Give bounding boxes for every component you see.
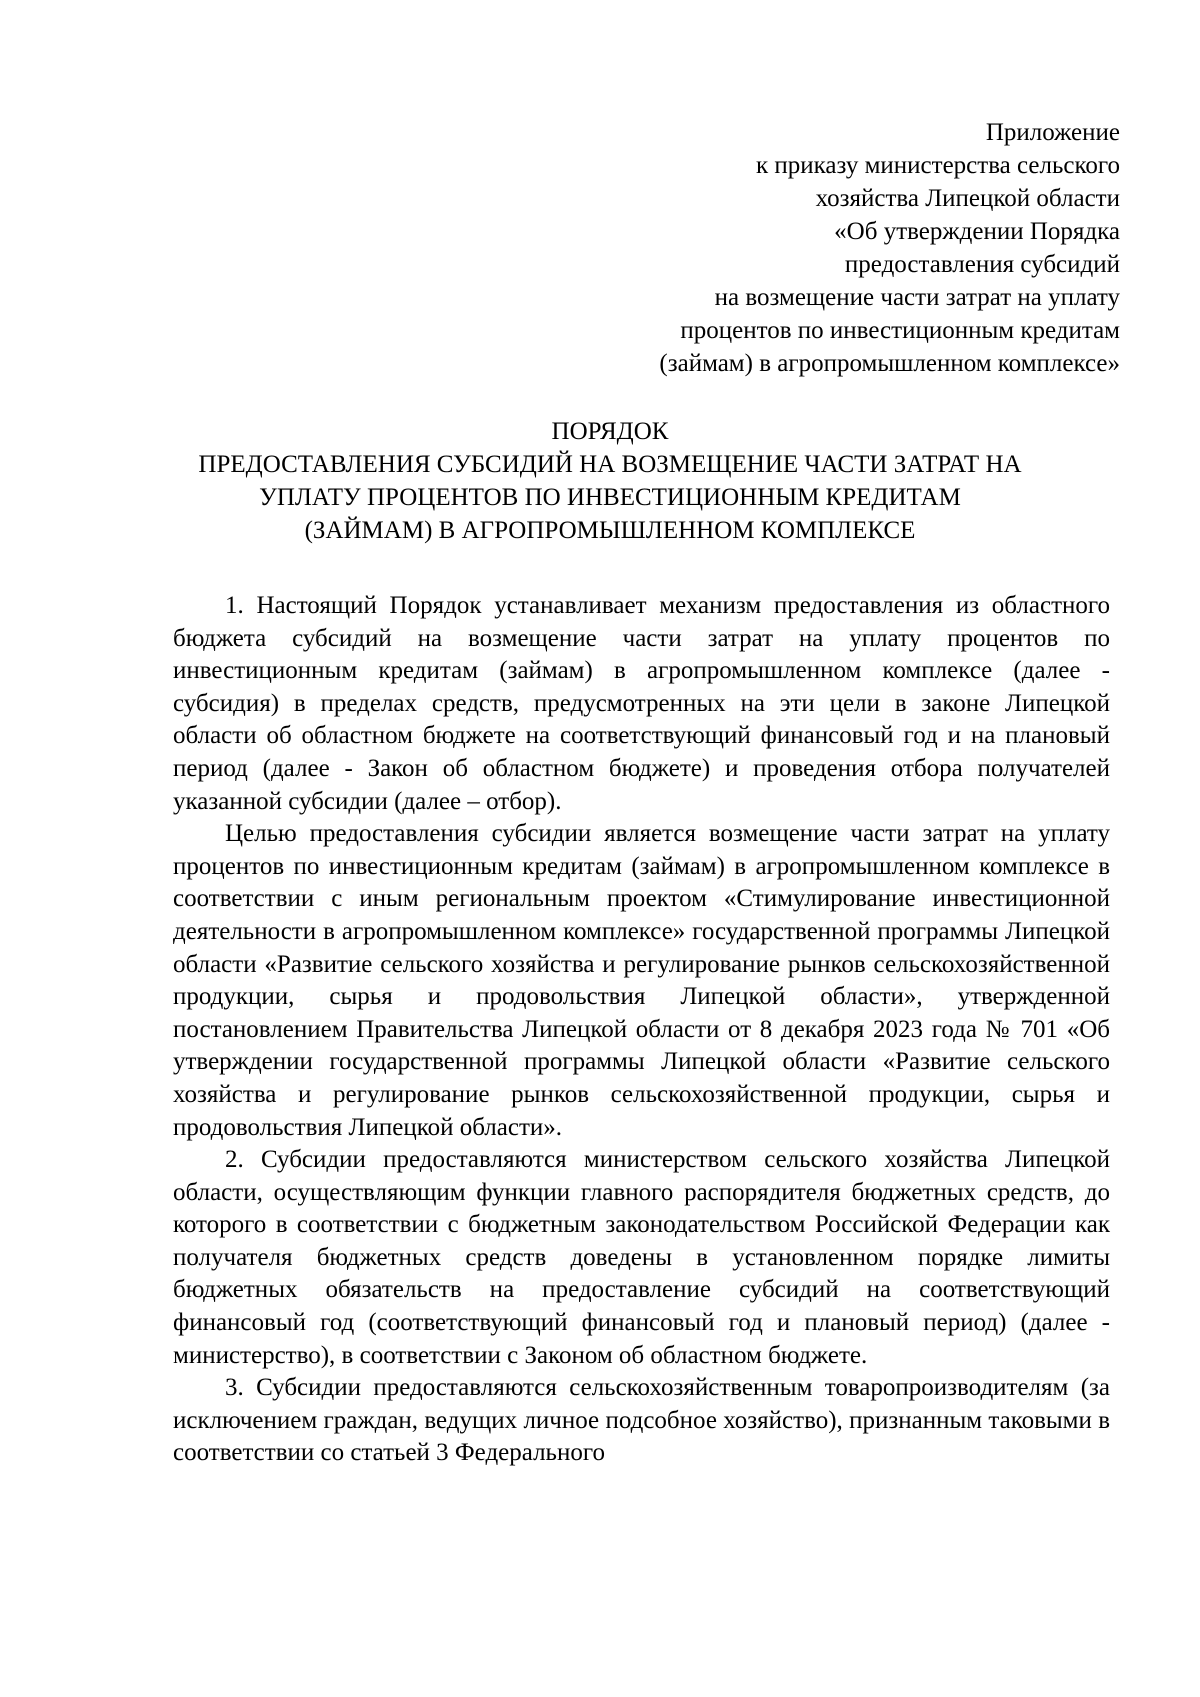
- paragraph-1: 1. Настоящий Порядок устанавливает механизм предоставления из областного бюджета субсидий на возмещение части затрат на уплату процентов по инвестиционным кредитам (займам) в агропромышленном комплексе (далее - субсидия) в пределах средств, предусмотренных на эти цели в законе Липецкой области об областном бюджете на соответствующий финансовый год и на плановый период (далее - Закон об областном бюджете) и проведения отбора получателей указанной субсидии (далее – отбор).: [173, 592, 1110, 815]
- appendix-line: Приложение: [985, 119, 1120, 146]
- appendix-header: [560, 116, 1120, 380]
- paragraph-purpose: Целью предоставления субсидии является возмещение части затрат на уплату процентов по инвестиционным кредитам (займам) в агропромышленном комплексе в соответствии с иным региональным проектом «Стимулирование инвестиционной деятельности в агропромышленном комплексе» государственной программы Липецкой области «Развитие сельского хозяйства и регулирование рынков сельскохозяйственной продукции, сырья и продовольствия Липецкой области», утвержденной постановлением Правительства Липецкой области от 8 декабря 2023 года № 701 «Об утверждении государственной программы Липецкой области «Развитие сельского хозяйства и регулирование рынков сельскохозяйственной продукции, сырья и продовольствия Липецкой области».: [173, 820, 1110, 1141]
- paragraph-2: 2. Субсидии предоставляются министерством сельского хозяйства Липецкой области, осуществляющим функции главного распорядителя бюджетных средств, до которого в соответствии с бюджетным законодательством Российской Федерации как получателя бюджетных средств доведены в установленном порядке лимиты бюджетных обязательств на предоставление субсидий на соответствующий финансовый год (соответствующий финансовый год и плановый период) (далее - министерство), в соответствии с Законом об областном бюджете.: [173, 1146, 1110, 1369]
- appendix-line: процентов по инвестиционным кредитам: [680, 317, 1120, 344]
- appendix-line: «Об утверждении Порядка: [834, 218, 1120, 245]
- title-line: ПОРЯДОК: [551, 418, 669, 445]
- appendix-line: на возмещение части затрат на уплату: [714, 284, 1120, 311]
- appendix-line: хозяйства Липецкой области: [815, 185, 1120, 212]
- appendix-line: (займам) в агропромышленном комплексе»: [659, 350, 1120, 377]
- document-title: [120, 415, 1100, 547]
- document-body: [173, 590, 1110, 1470]
- appendix-line: предоставления субсидий: [844, 251, 1120, 278]
- paragraph-3: 3. Субсидии предоставляются сельскохозяйственным товаропроизводителям (за исключением граждан, ведущих личное подсобное хозяйство), признанным таковыми в соответствии со статьей 3 Федерального: [173, 1374, 1110, 1467]
- title-line: ПРЕДОСТАВЛЕНИЯ СУБСИДИЙ НА ВОЗМЕЩЕНИЕ ЧАСТИ ЗАТРАТ НА: [198, 451, 1022, 478]
- title-line: УПЛАТУ ПРОЦЕНТОВ ПО ИНВЕСТИЦИОННЫМ КРЕДИТАМ: [259, 484, 961, 511]
- title-line: (ЗАЙМАМ) В АГРОПРОМЫШЛЕННОМ КОМПЛЕКСЕ: [304, 517, 916, 544]
- appendix-line: к приказу министерства сельского: [755, 152, 1120, 179]
